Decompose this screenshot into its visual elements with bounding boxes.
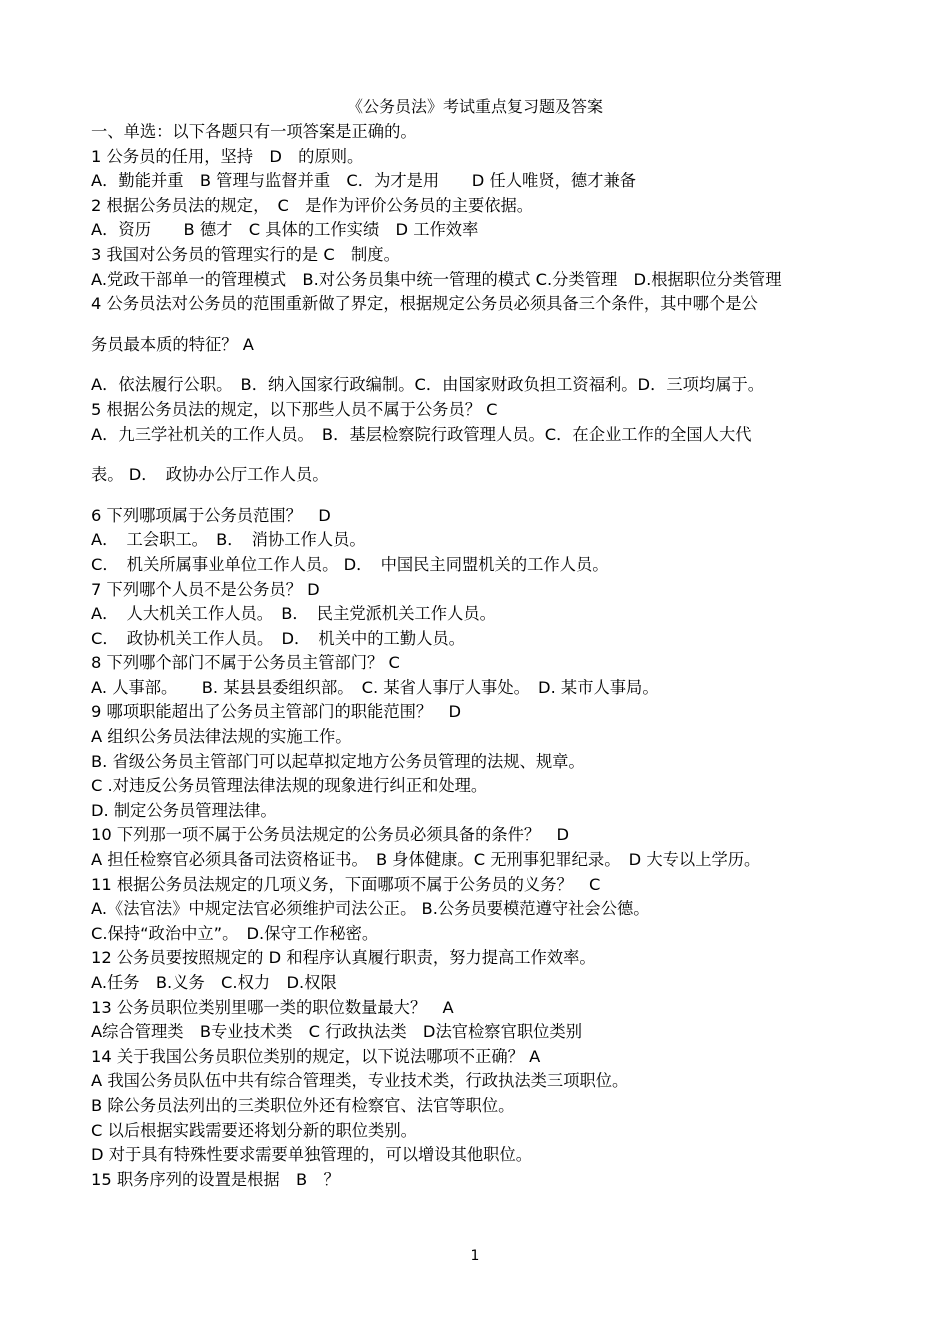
option-14-b: B 除公务员法列出的三类职位外还有检察官、法官等职位。 bbox=[91, 1095, 515, 1115]
document-title: 《公务员法》考试重点复习题及答案 bbox=[346, 97, 603, 116]
options-8: A. 人事部。 B. 某县县委组织部。 C. 某省人事厅人事处。 D. 某市人事局。 bbox=[91, 677, 659, 697]
option-14-c: C 以后根据实践需要还将划分新的职位类别。 bbox=[91, 1120, 417, 1140]
page-number: 1 bbox=[470, 1248, 480, 1264]
options-11-line-1: A.《法官法》中规定法官必须维护司法公正。 B.公务员要模范遵守社会公德。 bbox=[91, 899, 650, 919]
options-11-line-2: C.保持“政治中立”。 D.保守工作秘密。 bbox=[91, 923, 379, 943]
options-13: A综合管理类 B专业技术类 C 行政执法类 D法官检察官职位类别 bbox=[91, 1022, 582, 1042]
options-12: A.任务 B.义务 C.权力 D.权限 bbox=[91, 973, 337, 992]
question-10: 10 下列那一项不属于公务员法规定的公务员必须具备的条件？ D bbox=[91, 825, 570, 845]
document-body bbox=[91, 120, 863, 1192]
options-3: A.党政干部单一的管理模式 B.对公务员集中统一管理的模式 C.分类管理 D.根据职位分类管理 bbox=[91, 269, 782, 289]
question-12: 12 公务员要按照规定的 D 和程序认真履行职责，努力提高工作效率。 bbox=[91, 948, 596, 968]
question-2: 2 根据公务员法的规定， C 是作为评价公务员的主要依据。 bbox=[91, 195, 534, 215]
question-9: 9 哪项职能超出了公务员主管部门的职能范围？ D bbox=[91, 702, 461, 722]
options-4: A．依法履行公职。 B．纳入国家行政编制。C．由国家财政负担工资福利。D．三项均属于。 bbox=[91, 375, 765, 395]
question-6: 6 下列哪项属于公务员范围？ D bbox=[91, 505, 331, 525]
section-heading: 一、单选：以下各题只有一项答案是正确的。 bbox=[91, 122, 417, 141]
question-13: 13 公务员职位类别里哪一类的职位数量最大？ A bbox=[91, 997, 454, 1017]
question-4-line-1: 4 公务员法对公务员的范围重新做了界定，根据规定公务员必须具备三个条件，其中哪个是公 bbox=[91, 294, 758, 314]
question-3: 3 我国对公务员的管理实行的是 C 制度。 bbox=[91, 244, 400, 264]
options-2: A．资历 B 德才 C 具体的工作实绩 D 工作效率 bbox=[91, 220, 479, 240]
options-5-line-2: 表。 D． 政协办公厅工作人员。 bbox=[91, 465, 329, 485]
question-1: 1 公务员的任用，坚持 D 的原则。 bbox=[91, 146, 364, 166]
options-5-line-1: A．九三学社机关的工作人员。 B．基层检察院行政管理人员。C．在企业工作的全国人大代 bbox=[91, 424, 752, 444]
question-8: 8 下列哪个部门不属于公务员主管部门？ C bbox=[91, 653, 400, 673]
question-7: 7 下列哪个人员不是公务员？ D bbox=[91, 579, 320, 599]
options-6-line-1: A． 工会职工。 B． 消协工作人员。 bbox=[91, 530, 366, 550]
option-9-d: D. 制定公务员管理法律。 bbox=[91, 800, 277, 820]
option-9-c: C .对违反公务员管理法律法规的现象进行纠正和处理。 bbox=[91, 776, 488, 796]
options-10: A 担任检察官必须具备司法资格证书。 B 身体健康。C 无刑事犯罪纪录。 D 大专以上学历。 bbox=[91, 850, 761, 870]
question-15: 15 职务序列的设置是根据 B ？ bbox=[91, 1169, 340, 1189]
options-1: A．勤能并重 B 管理与监督并重 C．为才是用 D 任人唯贤，德才兼备 bbox=[91, 171, 637, 191]
option-9-a: A 组织公务员法律法规的实施工作。 bbox=[91, 727, 352, 747]
options-6-line-2: C． 机关所属事业单位工作人员。 D． 中国民主同盟机关的工作人员。 bbox=[91, 554, 609, 574]
question-11: 11 根据公务员法规定的几项义务，下面哪项不属于公务员的义务？ C bbox=[91, 874, 601, 894]
options-7-line-2: C． 政协机关工作人员。 D． 机关中的工勤人员。 bbox=[91, 628, 465, 648]
question-5: 5 根据公务员法的规定，以下那些人员不属于公务员？ C bbox=[91, 399, 498, 419]
option-9-b: B. 省级公务员主管部门可以起草拟定地方公务员管理的法规、规章。 bbox=[91, 751, 585, 771]
options-7-line-1: A． 人大机关工作人员。 B． 民主党派机关工作人员。 bbox=[91, 604, 496, 624]
question-14: 14 关于我国公务员职位类别的规定，以下说法哪项不正确？ A bbox=[91, 1046, 541, 1066]
option-14-a: A 我国公务员队伍中共有综合管理类，专业技术类，行政执法类三项职位。 bbox=[91, 1071, 629, 1091]
option-14-d: D 对于具有特殊性要求需要单独管理的，可以增设其他职位。 bbox=[91, 1145, 533, 1165]
question-4-line-2: 务员最本质的特征？ A bbox=[91, 334, 254, 354]
